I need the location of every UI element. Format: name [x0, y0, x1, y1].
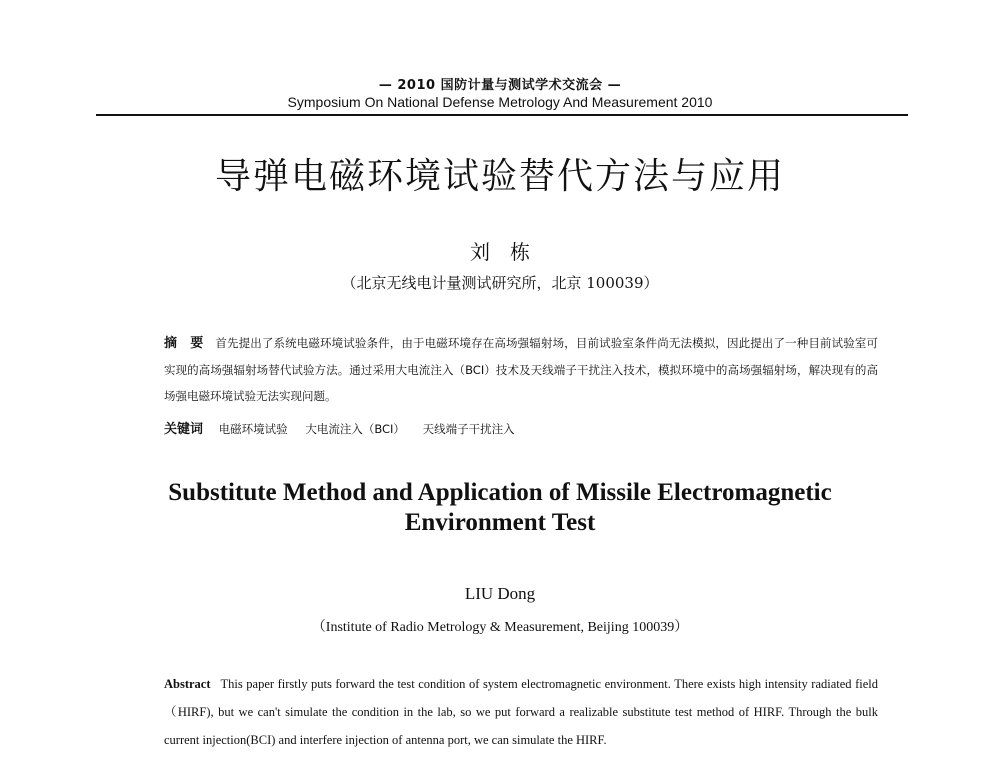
author-cn: 刘 栋 [470, 240, 530, 264]
paper-title-en-line2: Environment Test [404, 509, 596, 536]
abstract-text-en: This paper firstly puts forward the test condition of system electromagnetic environment. There exists high intensity radiated field（HIRF), but we can't simulate the condition in the lab, so we put forward a realizable substitute test method of HIRF. Through the bulk current injection(BCI) and interfere injection of antenna port, we can simulate the HIRF. [164, 677, 878, 747]
abstract-text-cn: 首先提出了系统电磁环境试验条件，由于电磁环境存在高场强辐射场，目前试验室条件尚无法模拟，因此提出了一种目前试验室可实现的高场强辐射场替代试验方法。通过采用大电流注入（BCI）技术及天线端子干扰注入技术，模拟环境中的高场强辐射场，解决现有的高场强电磁环境试验无法实现问题。 [164, 336, 878, 403]
affiliation-cn: （北京无线电计量测试研究所，北京 100039） [341, 274, 659, 292]
header-divider [96, 114, 908, 116]
conference-header-cn: — 2010 国防计量与测试学术交流会 — [378, 78, 622, 93]
keyword-item: 电磁环境试验 [218, 422, 288, 436]
abstract-label-cn: 摘 要 [164, 336, 204, 351]
keywords-cn [164, 418, 864, 437]
abstract-cn-paragraph [134, 330, 878, 409]
abstract-label-en: Abstract [164, 677, 211, 691]
keywords-label-cn: 关键词 [164, 422, 204, 437]
affiliation-en: （Institute of Radio Metrology & Measurement, Beijing 100039） [311, 620, 689, 635]
paper-title-en [0, 478, 1000, 538]
abstract-en [134, 670, 878, 754]
paper-title-en-line1: Substitute Method and Application of Missile Electromagnetic [168, 479, 832, 506]
keyword-item: 大电流注入（BCI） [305, 422, 405, 436]
abstract-cn [134, 330, 878, 409]
conference-header-en: Symposium On National Defense Metrology And Measurement 2010 [287, 94, 713, 110]
author-en: LIU Dong [464, 584, 536, 603]
paper-title-cn: 导弹电磁环境试验替代方法与应用 [214, 156, 785, 197]
keyword-item: 天线端子干扰注入 [422, 422, 515, 436]
abstract-en-paragraph [134, 670, 878, 754]
